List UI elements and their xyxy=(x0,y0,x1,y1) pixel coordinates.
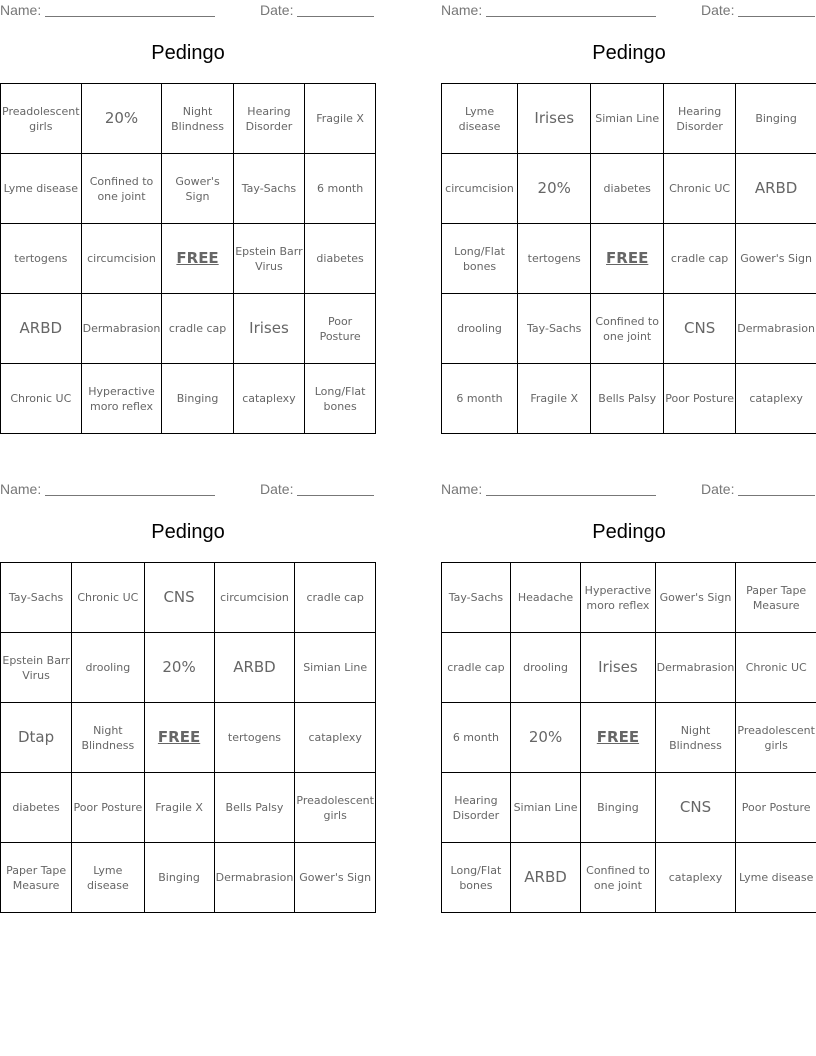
name-blank-line[interactable] xyxy=(45,4,215,17)
bingo-cell: Binging xyxy=(162,364,233,434)
bingo-cell: Fragile X xyxy=(305,84,376,154)
name-label: Name: xyxy=(0,2,42,18)
bingo-cell: cradle cap xyxy=(162,294,233,364)
bingo-cell: Lyme disease xyxy=(72,843,144,913)
bingo-cell: tertogens xyxy=(518,224,591,294)
bingo-cell: Bells Palsy xyxy=(591,364,664,434)
bingo-cell: Gower's Sign xyxy=(162,154,233,224)
bingo-row xyxy=(442,364,816,434)
bingo-row xyxy=(442,633,816,703)
bingo-cell: diabetes xyxy=(1,773,72,843)
bingo-cell: Confined to one joint xyxy=(581,843,655,913)
name-date-row xyxy=(441,479,816,501)
date-blank-line[interactable] xyxy=(297,4,374,17)
bingo-cell: Preadolescent girls xyxy=(1,84,82,154)
bingo-cell: cataplexy xyxy=(233,364,305,434)
bingo-row xyxy=(442,843,816,913)
free-space-cell: FREE xyxy=(591,224,664,294)
bingo-cell: drooling xyxy=(510,633,580,703)
bingo-cell: Hyperactive moro reflex xyxy=(581,563,655,633)
bingo-cell: CNS xyxy=(144,563,214,633)
bingo-cell: Night Blindness xyxy=(655,703,736,773)
bingo-cell: diabetes xyxy=(305,224,376,294)
bingo-cell: Tay-Sachs xyxy=(442,563,511,633)
date-label: Date: xyxy=(701,2,735,18)
bingo-cell: Fragile X xyxy=(144,773,214,843)
free-space-cell: FREE xyxy=(162,224,233,294)
bingo-cell: Irises xyxy=(518,84,591,154)
bingo-cell: Hearing Disorder xyxy=(664,84,736,154)
bingo-cell: diabetes xyxy=(591,154,664,224)
bingo-cell: Confined to one joint xyxy=(81,154,162,224)
bingo-cell: CNS xyxy=(655,773,736,843)
bingo-row xyxy=(1,294,376,364)
bingo-cell: tertogens xyxy=(1,224,82,294)
bingo-cell: ARBD xyxy=(1,294,82,364)
bingo-cell: ARBD xyxy=(214,633,295,703)
card-title: Pedingo xyxy=(151,521,225,543)
bingo-cell: Binging xyxy=(581,773,655,843)
bingo-cell: Chronic UC xyxy=(664,154,736,224)
bingo-row xyxy=(442,773,816,843)
bingo-cell: 20% xyxy=(81,84,162,154)
date-label: Date: xyxy=(260,2,294,18)
bingo-row xyxy=(442,703,816,773)
bingo-cell: Bells Palsy xyxy=(214,773,295,843)
bingo-cell: Gower's Sign xyxy=(736,224,816,294)
bingo-cell: Gower's Sign xyxy=(295,843,376,913)
bingo-row xyxy=(1,703,376,773)
bingo-cell: Tay-Sachs xyxy=(518,294,591,364)
bingo-cell: circumcision xyxy=(442,154,518,224)
name-blank-line[interactable] xyxy=(486,483,656,496)
bingo-row xyxy=(442,224,816,294)
bingo-row xyxy=(1,224,376,294)
bingo-row xyxy=(1,154,376,224)
bingo-cell: Poor Posture xyxy=(736,773,816,843)
bingo-row xyxy=(442,294,816,364)
bingo-cell: Preadolescent girls xyxy=(295,773,376,843)
bingo-cell: circumcision xyxy=(214,563,295,633)
bingo-grid xyxy=(0,562,376,913)
bingo-cell: Dtap xyxy=(1,703,72,773)
bingo-cell: Chronic UC xyxy=(1,364,82,434)
bingo-cell: Binging xyxy=(144,843,214,913)
bingo-cell: Irises xyxy=(233,294,305,364)
name-label: Name: xyxy=(0,481,42,497)
bingo-cell: Preadolescent girls xyxy=(736,703,816,773)
bingo-row xyxy=(1,364,376,434)
bingo-cell: Simian Line xyxy=(591,84,664,154)
bingo-cell: Long/Flat bones xyxy=(442,843,511,913)
date-field xyxy=(260,2,374,18)
bingo-cell: Tay-Sachs xyxy=(233,154,305,224)
bingo-cell: Gower's Sign xyxy=(655,563,736,633)
bingo-cell: ARBD xyxy=(510,843,580,913)
bingo-cell: Epstein Barr Virus xyxy=(1,633,72,703)
bingo-cell: cradle cap xyxy=(295,563,376,633)
bingo-grid xyxy=(441,83,816,434)
date-field xyxy=(701,2,815,18)
bingo-row xyxy=(1,563,376,633)
name-field xyxy=(441,481,656,497)
bingo-row xyxy=(1,84,376,154)
date-field xyxy=(260,481,374,497)
date-field xyxy=(701,481,815,497)
bingo-cell: Binging xyxy=(736,84,816,154)
free-space-cell: FREE xyxy=(581,703,655,773)
bingo-cell: cradle cap xyxy=(442,633,511,703)
bingo-cell: Hearing Disorder xyxy=(233,84,305,154)
bingo-cell: CNS xyxy=(664,294,736,364)
bingo-row xyxy=(442,84,816,154)
card-title: Pedingo xyxy=(151,42,225,64)
name-label: Name: xyxy=(441,481,483,497)
bingo-cell: Lyme disease xyxy=(736,843,816,913)
bingo-cell: cataplexy xyxy=(736,364,816,434)
bingo-cell: Chronic UC xyxy=(736,633,816,703)
bingo-cell: Dermabrasion xyxy=(214,843,295,913)
bingo-cell: cataplexy xyxy=(295,703,376,773)
bingo-cell: cataplexy xyxy=(655,843,736,913)
bingo-cell: Epstein Barr Virus xyxy=(233,224,305,294)
bingo-cell: Headache xyxy=(510,563,580,633)
card-title: Pedingo xyxy=(592,42,666,64)
bingo-cell: Dermabrasion xyxy=(736,294,816,364)
bingo-cell: Poor Posture xyxy=(664,364,736,434)
card-title: Pedingo xyxy=(592,521,666,543)
bingo-cell: Chronic UC xyxy=(72,563,144,633)
name-field xyxy=(0,481,215,497)
bingo-cell: Long/Flat bones xyxy=(442,224,518,294)
name-label: Name: xyxy=(441,2,483,18)
name-date-row xyxy=(0,0,376,22)
date-blank-line[interactable] xyxy=(738,4,815,17)
bingo-cell: 6 month xyxy=(442,364,518,434)
bingo-cell: Lyme disease xyxy=(1,154,82,224)
bingo-cell: drooling xyxy=(72,633,144,703)
bingo-row xyxy=(1,843,376,913)
bingo-cell: 6 month xyxy=(305,154,376,224)
bingo-cell: circumcision xyxy=(81,224,162,294)
date-blank-line[interactable] xyxy=(738,483,815,496)
bingo-cell: Confined to one joint xyxy=(591,294,664,364)
bingo-cell: Paper Tape Measure xyxy=(736,563,816,633)
bingo-cell: 6 month xyxy=(442,703,511,773)
bingo-cell: 20% xyxy=(144,633,214,703)
date-blank-line[interactable] xyxy=(297,483,374,496)
name-blank-line[interactable] xyxy=(45,483,215,496)
name-field xyxy=(0,2,215,18)
bingo-cell: Poor Posture xyxy=(72,773,144,843)
bingo-cell: Paper Tape Measure xyxy=(1,843,72,913)
bingo-cell: tertogens xyxy=(214,703,295,773)
bingo-cell: 20% xyxy=(510,703,580,773)
bingo-row xyxy=(442,563,816,633)
bingo-cell: Hearing Disorder xyxy=(442,773,511,843)
name-date-row xyxy=(441,0,816,22)
bingo-cell: ARBD xyxy=(736,154,816,224)
bingo-row xyxy=(1,633,376,703)
bingo-cell: Simian Line xyxy=(510,773,580,843)
bingo-cell: drooling xyxy=(442,294,518,364)
name-blank-line[interactable] xyxy=(486,4,656,17)
bingo-cell: Tay-Sachs xyxy=(1,563,72,633)
bingo-cell: Hyperactive moro reflex xyxy=(81,364,162,434)
bingo-cell: cradle cap xyxy=(664,224,736,294)
bingo-cell: Long/Flat bones xyxy=(305,364,376,434)
bingo-cell: Fragile X xyxy=(518,364,591,434)
bingo-grid xyxy=(441,562,816,913)
name-date-row xyxy=(0,479,376,501)
date-label: Date: xyxy=(260,481,294,497)
bingo-cell: Night Blindness xyxy=(72,703,144,773)
bingo-cell: Night Blindness xyxy=(162,84,233,154)
date-label: Date: xyxy=(701,481,735,497)
bingo-row xyxy=(442,154,816,224)
bingo-cell: Dermabrasion xyxy=(655,633,736,703)
free-space-cell: FREE xyxy=(144,703,214,773)
bingo-cell: Lyme disease xyxy=(442,84,518,154)
bingo-cell: 20% xyxy=(518,154,591,224)
bingo-grid xyxy=(0,83,376,434)
bingo-cell: Simian Line xyxy=(295,633,376,703)
bingo-cell: Poor Posture xyxy=(305,294,376,364)
name-field xyxy=(441,2,656,18)
bingo-row xyxy=(1,773,376,843)
bingo-cell: Dermabrasion xyxy=(81,294,162,364)
bingo-cell: Irises xyxy=(581,633,655,703)
